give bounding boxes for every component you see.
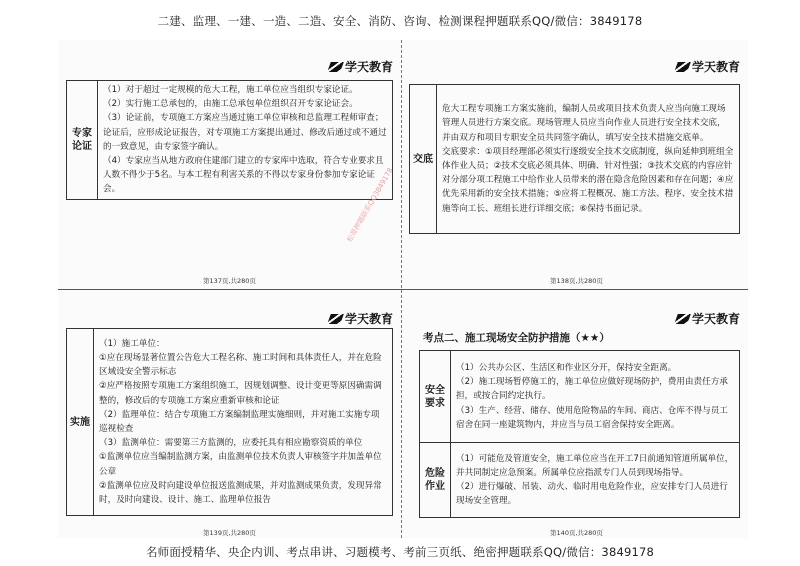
list-item: （2）监理单位：结合专项施工方案编制监理实施细则，并对施工实施专项巡视检查	[99, 409, 380, 434]
logo-icon	[674, 62, 691, 72]
row-label: 专家 论证	[67, 81, 98, 200]
list-item: 危大工程专项施工方案实施前，编制人员或项目技术负责人应当向施工现场管理人员进行方案交底。现场管理人员应当向作业人员进行安全技术交底，并由双方和项目专职安全员共同签字确认，填写安全技术措施交底单。	[442, 104, 726, 143]
row-content	[451, 351, 740, 443]
row-label: 实施	[67, 329, 94, 516]
list-item: （2）实行施工总承包的，由施工总承包单位组织召开专家论证会。	[103, 99, 358, 110]
bottom-banner: 名师面授精华、央企内训、考点串讲、习题模考、考前三页纸、绝密押题联系QQ/微信：3849178	[145, 545, 655, 559]
page-number: 第138页,共280页	[550, 277, 603, 285]
logo-icon	[674, 314, 691, 324]
implementation-table	[66, 328, 393, 516]
list-item: ①监测单位应当编制监测方案，由监测单位技术负责人审核签字并加盖单位公章	[99, 452, 382, 477]
row-content	[451, 443, 740, 518]
list-item: ②监测单位应及时向建设单位报送监测成果，并对监测成果负责，发现异常时，及时向建设、设计、施工、监理单位报告	[99, 480, 382, 506]
page-139	[58, 292, 401, 541]
logo	[676, 310, 740, 327]
list-item: （2）施工现场暂停施工的，施工单位应做好现场防护，费用由责任方承担，或按合同约定执行。	[456, 377, 728, 402]
logo-text: 学天教育	[691, 312, 740, 326]
list-item: （4）专家应当从地方政府住建部门建立的专家库中选取，符合专业要求且人数不得少于5名。与本工程有利害关系的不得以专家身份参加专家论证会。	[103, 156, 384, 195]
logo	[329, 58, 393, 75]
top-banner: 二建、监理、一建、一造、二造、安全、消防、咨询、检测课程押题联系QQ/微信：3849178	[157, 14, 643, 28]
list-item: ①应在现场显著位置公告危大工程名称、施工时间和具体责任人，并在危险区域设安全警示标志	[99, 352, 382, 378]
page-137	[58, 40, 401, 289]
list-item: （3）生产、经营、储存、使用危险物品的车间、商店、仓库不得与员工宿舍在同一座建筑物内，并应当与员工宿舍保持安全距离。	[456, 405, 728, 430]
list-item: （1）可能危及管道安全，施工单位应当在开工7日前通知管道所属单位，并共同制定应急预案。所属单位应指派专门人员到现场指导。	[456, 453, 734, 478]
watermark: 松哥押题联系QQ3849178	[345, 166, 395, 244]
list-item: 交底要求：①项目经理部必须实行逐级安全技术交底制度，纵向延伸到班组全体作业人员；②技术交底必须具体、明确、针对性强；③技术交底的内容应针对分部分项工程施工中给作业人员带来的潜在隐含危险因素和存在问题；④应优先采用新的安全技术措施；⑤应将工程概况、施工方法、程序、安全技术措施等向工长、班组长进行详细交底；⑥保持书面记录。	[442, 146, 734, 214]
list-item: ②应严格按照专项施工方案组织施工，因规划调整、设计变更等原因确需调整的，修改后的专项施工方案应重新审核和论证	[99, 381, 382, 406]
list-item: （3）论证前，专项施工方案应当通过施工单位审核和总监理工程师审查；论证后，应形成论证报告，对专项施工方案提出通过、修改后通过或不通过的一致意见，由专家签字确认。	[103, 113, 387, 152]
row-label: 交底	[410, 85, 437, 234]
row-label: 危险 作业	[420, 443, 451, 518]
logo	[329, 310, 393, 327]
row-label: 安全 要求	[420, 351, 451, 443]
section-heading: 考点二、施工现场安全防护措施（★★）	[423, 332, 610, 344]
document-sheet	[58, 40, 748, 538]
logo-text: 学天教育	[344, 312, 393, 326]
logo	[676, 58, 740, 75]
page-number: 第140页,共280页	[550, 529, 603, 537]
list-item: （1）对于超过一定规模的危大工程，施工单位应当组织专家论证。	[103, 85, 358, 95]
page-divider-horizontal	[58, 289, 748, 290]
logo-icon	[327, 314, 344, 324]
logo-text: 学天教育	[344, 60, 393, 74]
list-item: （1）公共办公区、生活区和作业区分开，保持安全距离。	[456, 363, 677, 374]
row-content	[98, 81, 393, 200]
row-content	[94, 329, 393, 516]
list-item: （1）施工单位：	[99, 338, 165, 349]
row-content	[437, 85, 740, 234]
logo-text: 学天教育	[691, 60, 740, 74]
list-item: （2）进行爆破、吊装、动火、临时用电危险作业，应安排专门人员进行现场安全管理。	[456, 482, 728, 507]
page-number: 第137页,共280页	[203, 277, 256, 285]
page-number: 第139页,共280页	[203, 529, 256, 537]
logo-icon	[327, 62, 344, 72]
page-138	[405, 40, 748, 289]
safety-measures-table	[419, 350, 740, 518]
expert-review-table	[66, 80, 393, 200]
page-140	[405, 292, 748, 541]
briefing-table	[409, 84, 740, 234]
list-item: （3）监测单位：需要第三方监测的，应委托具有相应勘察资质的单位	[99, 438, 363, 449]
